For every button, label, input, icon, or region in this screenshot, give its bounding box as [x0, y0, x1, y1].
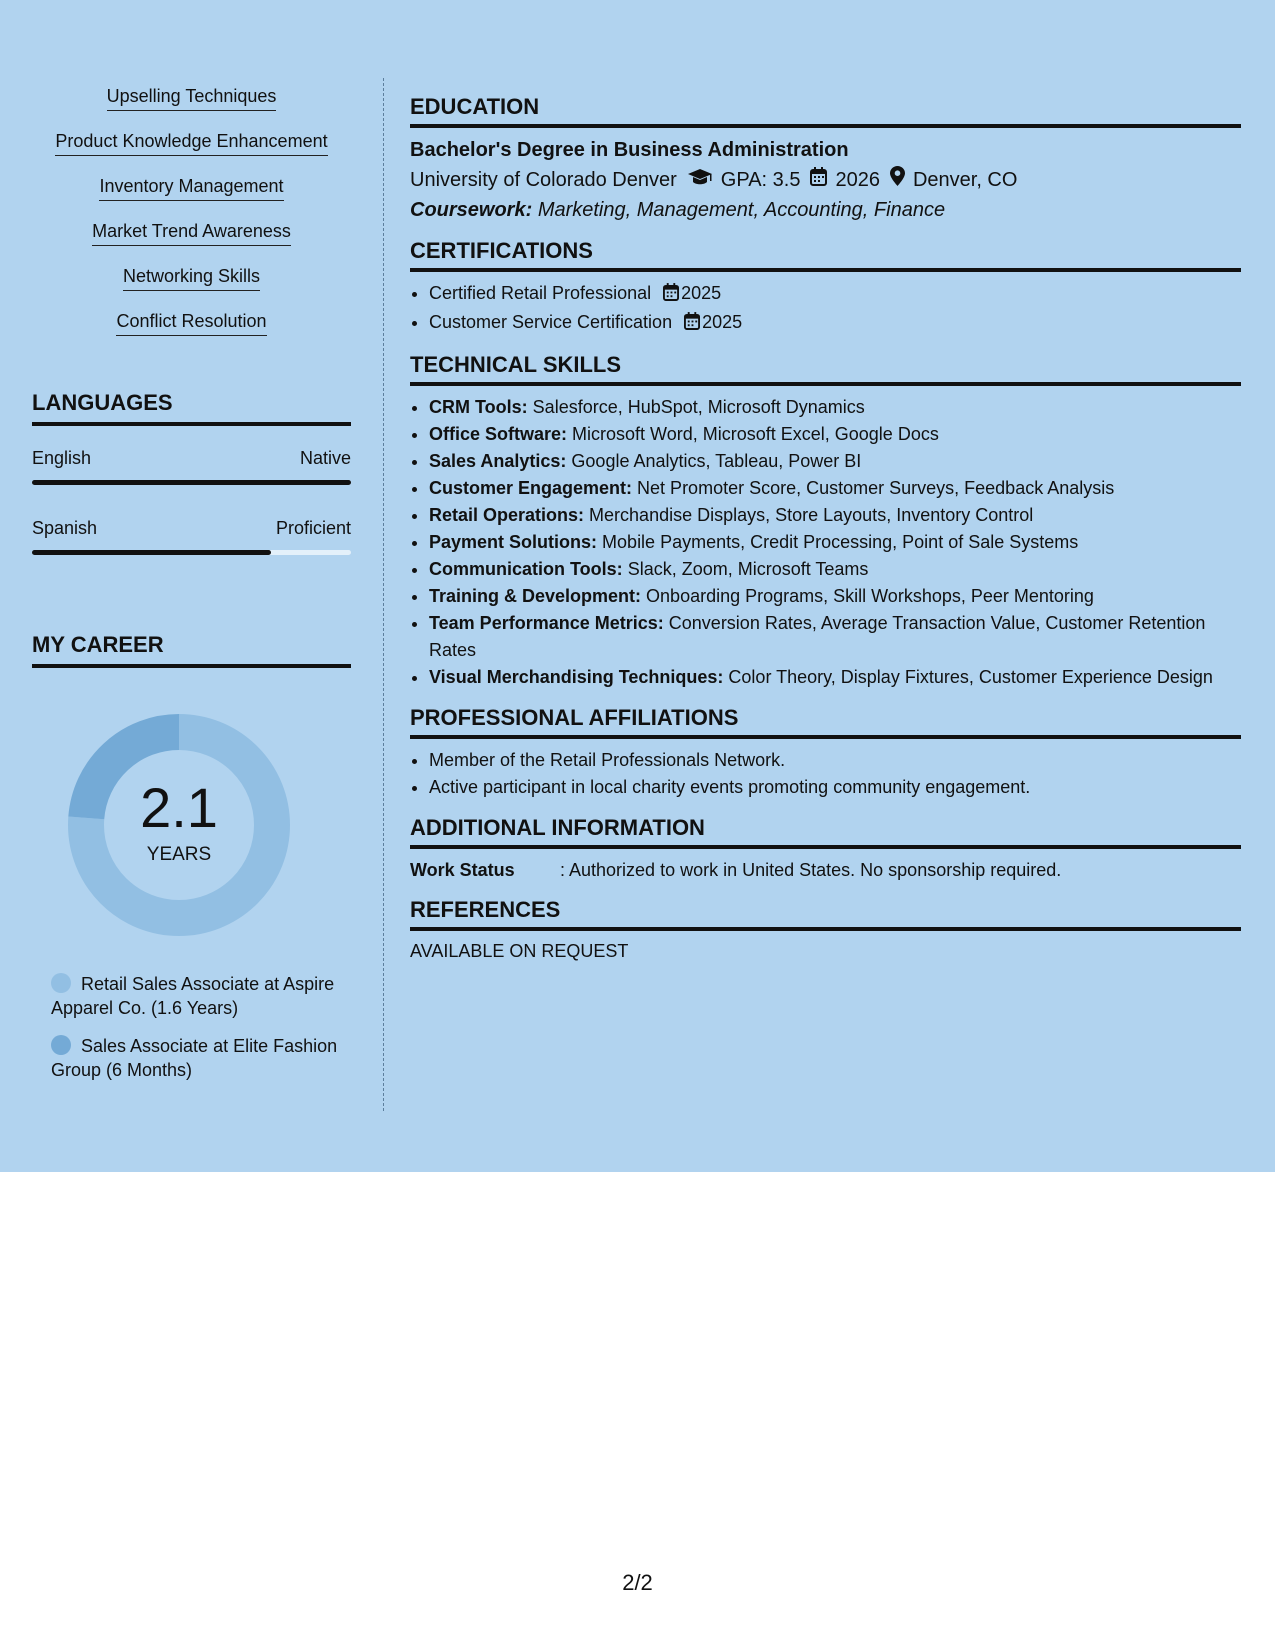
certifications-section	[410, 238, 1241, 338]
education-gpa: GPA: 3.5	[720, 169, 801, 191]
language-proficiency-bar	[32, 550, 351, 555]
career-total-unit: YEARS	[146, 844, 212, 865]
affiliations-section	[410, 705, 1241, 801]
career-total-value: 2.1	[140, 776, 218, 839]
skill-item: Market Trend Awareness	[32, 219, 351, 264]
education-degree: Bachelor's Degree in Business Administration	[410, 139, 849, 161]
certifications-list	[410, 280, 1241, 338]
right-column	[410, 94, 1241, 976]
work-status-row	[410, 857, 1241, 883]
education-location: Denver, CO	[912, 169, 1018, 191]
language-proficiency-fill	[32, 550, 271, 555]
technical-skills-heading: TECHNICAL SKILLS	[410, 352, 1241, 386]
language-proficiency-bar	[32, 480, 351, 485]
location-pin-icon	[890, 166, 905, 194]
affiliation-item: • Active participant in local charity events promoting community engagement.	[429, 774, 1241, 801]
skill-item: Inventory Management	[32, 174, 351, 219]
skill-item: Conflict Resolution	[32, 309, 351, 354]
skills-list	[32, 84, 351, 354]
technical-skill-item: • Training & Development: Onboarding Programs, Skill Workshops, Peer Mentoring	[429, 583, 1241, 610]
column-divider	[383, 78, 384, 1111]
certification-item: • Customer Service Certification 2025	[429, 309, 1241, 338]
technical-skill-item: • Communication Tools: Slack, Zoom, Microsoft Teams	[429, 556, 1241, 583]
work-status-value: : Authorized to work in United States. No sponsorship required.	[560, 860, 1062, 880]
skill-item: Upselling Techniques	[32, 84, 351, 129]
calendar-icon	[663, 282, 679, 309]
language-level: Native	[299, 448, 351, 468]
technical-skill-item: • CRM Tools: Salesforce, HubSpot, Microsoft Dynamics	[429, 394, 1241, 421]
affiliation-item: • Member of the Retail Professionals Network.	[429, 747, 1241, 774]
technical-skill-item: • Office Software: Microsoft Word, Microsoft Excel, Google Docs	[429, 421, 1241, 448]
technical-skill-item: • Visual Merchandising Techniques: Color Theory, Display Fixtures, Customer Experience Design	[429, 664, 1241, 691]
additional-info-section	[410, 815, 1241, 883]
graduation-cap-icon	[687, 166, 713, 194]
references-heading: REFERENCES	[410, 897, 1241, 931]
additional-info-heading: ADDITIONAL INFORMATION	[410, 815, 1241, 849]
technical-skill-item: • Team Performance Metrics: Conversion Rates, Average Transaction Value, Customer Retention Rates	[429, 610, 1241, 664]
skill-item: Networking Skills	[32, 264, 351, 309]
education-heading: EDUCATION	[410, 94, 1241, 128]
technical-skill-item: • Sales Analytics: Google Analytics, Tableau, Power BI	[429, 448, 1241, 475]
language-level: Proficient	[275, 518, 351, 538]
career-heading: MY CAREER	[32, 632, 351, 668]
education-section	[410, 94, 1241, 224]
legend-dot-icon	[51, 973, 71, 993]
technical-skill-item: • Payment Solutions: Mobile Payments, Credit Processing, Point of Sale Systems	[429, 529, 1241, 556]
education-coursework: Coursework: Marketing, Management, Accounting, Finance	[410, 199, 946, 221]
technical-skill-item: • Customer Engagement: Net Promoter Score, Customer Surveys, Feedback Analysis	[429, 475, 1241, 502]
language-name: English	[32, 448, 92, 468]
technical-skills-list	[410, 394, 1241, 691]
legend-dot-icon	[51, 1035, 71, 1055]
career-legend-item: Retail Sales Associate at Aspire Apparel Co. (1.6 Years)	[51, 974, 335, 1018]
education-year: 2026	[835, 169, 880, 191]
education-school: University of Colorado Denver	[410, 169, 677, 191]
certifications-heading: CERTIFICATIONS	[410, 238, 1241, 272]
affiliations-list	[410, 747, 1241, 801]
references-text: AVAILABLE ON REQUEST	[410, 941, 629, 961]
technical-skill-item: • Retail Operations: Merchandise Displays, Store Layouts, Inventory Control	[429, 502, 1241, 529]
left-column	[32, 84, 351, 1080]
career-legend-item: Sales Associate at Elite Fashion Group (6 Months)	[51, 1036, 338, 1080]
language-proficiency-fill	[32, 480, 351, 485]
calendar-icon	[684, 311, 700, 338]
affiliations-heading: PROFESSIONAL AFFILIATIONS	[410, 705, 1241, 739]
work-status-label: Work Status	[410, 860, 515, 880]
references-section	[410, 897, 1241, 962]
languages-heading: LANGUAGES	[32, 390, 351, 426]
page-number: 2/2	[622, 1570, 653, 1595]
certification-item: • Certified Retail Professional 2025	[429, 280, 1241, 309]
technical-skills-section	[410, 352, 1241, 691]
skill-item: Product Knowledge Enhancement	[32, 129, 351, 174]
career-legend	[51, 972, 351, 1096]
education-details	[410, 166, 1241, 194]
language-name: Spanish	[32, 518, 98, 538]
calendar-icon	[810, 166, 827, 194]
